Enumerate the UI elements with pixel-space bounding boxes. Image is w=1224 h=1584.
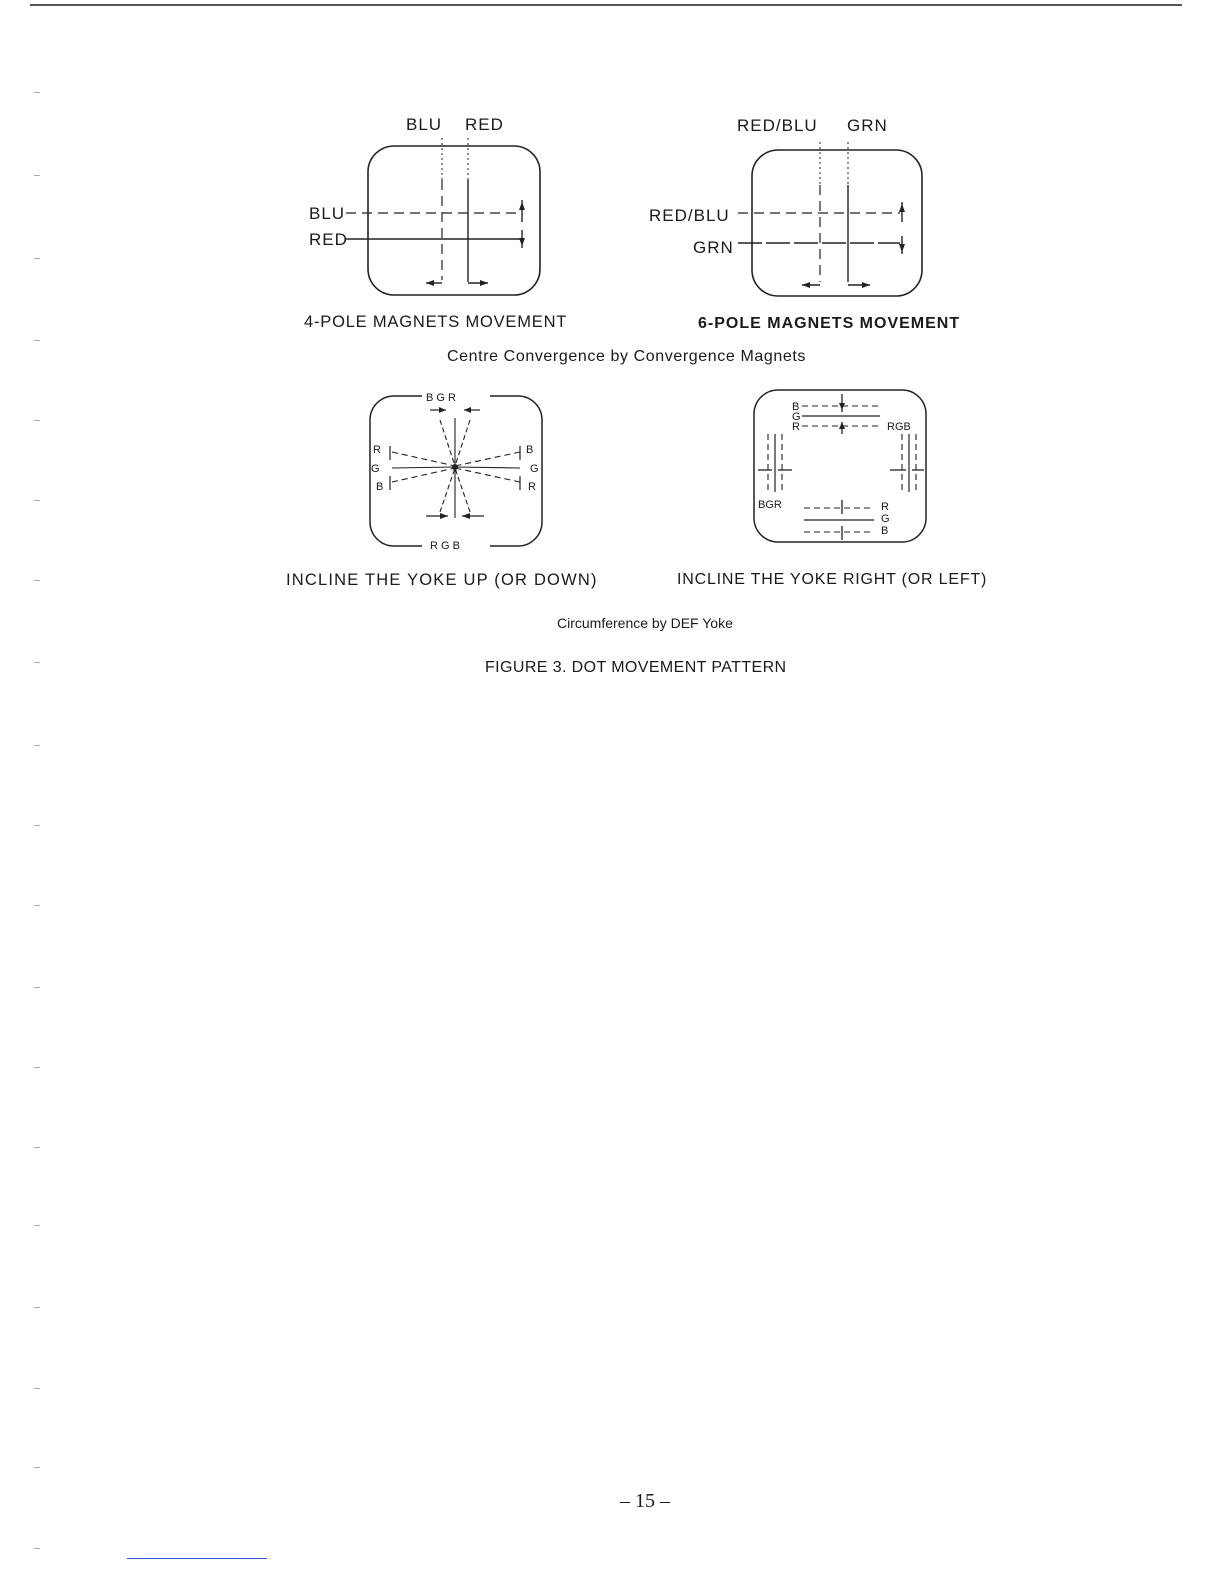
screen-incline-right <box>748 382 938 552</box>
caption-6pole: 6-POLE MAGNETS MOVEMENT <box>698 315 961 332</box>
top-label-red: RED <box>465 115 504 134</box>
right-letter-r: R <box>528 481 536 493</box>
right-letter-b: B <box>526 444 534 456</box>
left-letter-r: R <box>373 444 381 456</box>
side-label-blu: BLU <box>309 204 346 223</box>
bottom-letters: R G B <box>430 540 460 552</box>
top-rule <box>30 4 1182 6</box>
caption-incline-up: INCLINE THE YOKE UP (OR DOWN) <box>286 571 598 589</box>
side-label-grn: GRN <box>693 238 734 257</box>
bottom-right-letter-r: R <box>881 501 889 513</box>
screen-4pole <box>340 130 560 305</box>
top-left-letter-g: G <box>792 411 801 423</box>
top-right-letters: RGB <box>887 421 911 433</box>
top-letters: B G R <box>426 392 456 404</box>
top-label-red-blu: RED/BLU <box>737 116 818 135</box>
section-title-circumference: Circumference by DEF Yoke <box>557 615 733 631</box>
screen-6pole <box>730 130 930 305</box>
caption-incline-right: INCLINE THE YOKE RIGHT (OR LEFT) <box>677 571 988 588</box>
top-left-letter-r: R <box>792 421 800 433</box>
screen-incline-up <box>360 380 560 560</box>
bottom-right-letter-b: B <box>881 525 889 537</box>
bottom-right-letter-g: G <box>881 513 890 525</box>
left-letter-b: B <box>376 481 384 493</box>
right-letter-g: G <box>530 463 539 475</box>
footer-rule <box>127 1558 267 1559</box>
top-left-letter-b: B <box>792 401 800 413</box>
figure-title: FIGURE 3. DOT MOVEMENT PATTERN <box>485 659 787 676</box>
page-number: – 15 – <box>620 1490 670 1512</box>
top-label-grn: GRN <box>847 116 888 135</box>
side-label-red-blu: RED/BLU <box>649 206 730 225</box>
caption-4pole: 4-POLE MAGNETS MOVEMENT <box>304 313 568 331</box>
side-label-red: RED <box>309 230 348 249</box>
bottom-left-letters: BGR <box>758 499 782 511</box>
section-title-centre-convergence: Centre Convergence by Convergence Magnets <box>447 348 807 365</box>
left-letter-g: G <box>371 463 380 475</box>
top-label-blu: BLU <box>406 115 443 134</box>
